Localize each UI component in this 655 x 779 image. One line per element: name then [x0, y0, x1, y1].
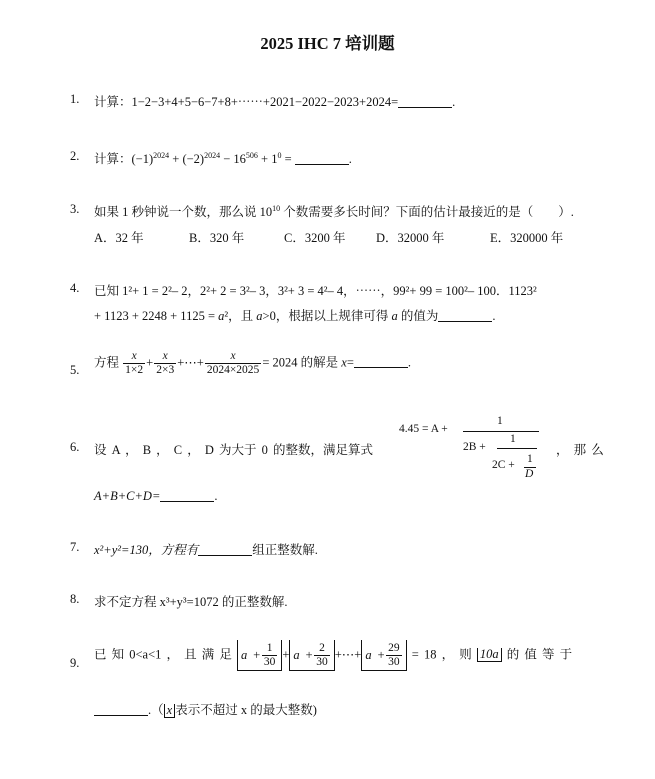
period: .	[452, 95, 456, 109]
question-text: + 1123 + 2248 + 1125 =	[94, 309, 219, 323]
operator: +⋯+	[177, 355, 204, 370]
term: − 16	[220, 152, 246, 166]
question-5	[94, 350, 411, 377]
floor-bracket: 10a	[477, 648, 502, 662]
fraction-bar	[463, 431, 539, 432]
option-e[interactable]: E．320000 年	[490, 231, 564, 245]
question-text: 已 知 0<a<1 ， 且 满 足	[94, 647, 232, 662]
period: .	[407, 355, 411, 370]
question-text: 如果 1 秒钟说一个数，那么说 10	[94, 205, 273, 219]
period: .	[214, 489, 218, 503]
question-text: 个数需要多长时间？下面的估计最接近的是（ ）.	[280, 205, 574, 219]
question-2	[94, 149, 352, 167]
question-text: 的值为	[397, 309, 439, 323]
page-title: 2025 IHC 7 培训题	[260, 34, 395, 53]
variable: a	[256, 309, 263, 323]
option-d[interactable]: D．32000 年	[376, 231, 445, 245]
question-number: 7.	[70, 540, 80, 554]
question-text: 计算：1−2−3+4+5−6−7+8+⋯⋯+2021−2022−2023+2024=	[94, 95, 399, 109]
question-text: = 18 ， 则	[411, 647, 472, 662]
question-9	[94, 640, 572, 671]
question-number: 5.	[70, 363, 80, 377]
answer-blank	[398, 95, 452, 108]
option-b[interactable]: B．320 年	[189, 231, 245, 245]
exponent: 2024	[153, 151, 170, 160]
option-c[interactable]: C．3200 年	[284, 231, 346, 245]
question-3	[94, 202, 574, 220]
question-text: 计算：	[94, 152, 132, 166]
question-8: 求不定方程 x³+y³=1072 的正整数解.	[94, 595, 288, 609]
variable: a	[391, 309, 398, 323]
question-number: 3.	[70, 202, 80, 216]
answer-blank	[198, 543, 252, 556]
exponent: 10	[272, 204, 281, 213]
answer-blank	[295, 152, 349, 165]
fraction-bar	[497, 448, 537, 449]
numerator: 1	[510, 433, 516, 445]
variable: D	[525, 468, 534, 480]
term: (−2)	[182, 152, 205, 166]
operator: +	[169, 152, 183, 166]
denominator-term: 2C +	[492, 459, 515, 471]
denominator-term: 2B +	[463, 441, 486, 453]
question-text: .（	[148, 703, 164, 717]
answer-blank	[94, 703, 148, 716]
fraction: $\frac{x}{2024\times 2025}$	[206, 350, 260, 376]
answer-blank	[160, 489, 214, 502]
floor-bracket: a + $\frac{1}{30}$	[237, 640, 282, 671]
fraction: $\frac{x}{1\times 2}$	[125, 350, 144, 376]
floor-bracket: a + $\frac{29}{30}$	[361, 640, 406, 671]
question-text: 表示不超过 x 的最大整数)	[175, 703, 317, 717]
exponent: 2024	[204, 151, 221, 160]
exponent: 506	[245, 151, 258, 160]
floor-bracket: a + $\frac{2}{30}$	[289, 640, 334, 671]
question-7	[94, 540, 318, 558]
operator: +	[146, 355, 154, 370]
exponent: 0	[277, 151, 282, 160]
question-text: = 2024 的解是	[262, 355, 342, 370]
question-text: >0，根据以上规律可得	[262, 309, 392, 323]
question-text: x²+y²=130，方程有	[94, 543, 199, 557]
question-9-line-2	[94, 700, 317, 718]
numerator: 1	[497, 415, 503, 427]
term: (−1)	[131, 152, 154, 166]
equation-left: 4.45 = A +	[399, 423, 448, 435]
question-number: 4.	[70, 281, 80, 295]
floor-bracket: x	[164, 704, 176, 718]
question-6-line-2	[94, 489, 218, 504]
question-number: 2.	[70, 149, 80, 163]
option-list	[94, 228, 563, 246]
answer-blank	[354, 355, 408, 368]
question-text: ²，且	[224, 309, 257, 323]
option-a[interactable]: A．32 年	[94, 231, 144, 245]
question-number: 9.	[70, 656, 80, 670]
question-6-tail: ， 那 么	[556, 443, 604, 457]
variable: x	[341, 355, 347, 370]
question-text: 方程	[94, 355, 120, 370]
question-6-text: 设 A ， B ， C ， D 为大于 0 的整数，满足算式	[94, 443, 374, 457]
question-text: 组正整数解.	[252, 543, 318, 557]
operator: +⋯+	[334, 647, 362, 662]
question-1	[94, 92, 455, 110]
question-text: 的 值 等 于	[506, 647, 573, 662]
operator: +	[282, 647, 290, 662]
question-4-line-1: 已知 1²+ 1 = 2²– 2，2²+ 2 = 3²– 3，3²+ 3 = 4²– 4，⋯⋯，99²+ 99 = 100²– 100．1123²	[94, 284, 537, 298]
question-number: 1.	[70, 92, 80, 106]
question-text: A+B+C+D=	[94, 489, 161, 503]
numerator: 1	[527, 453, 533, 465]
period: .	[348, 152, 352, 166]
question-number: 8.	[70, 592, 80, 606]
variable: a	[218, 309, 225, 323]
term: + 1	[257, 152, 278, 166]
answer-blank	[438, 309, 492, 322]
question-number: 6.	[70, 440, 80, 454]
fraction: $\frac{x}{2\times 3}$	[156, 350, 175, 376]
continued-fraction	[399, 413, 549, 483]
question-4-line-2	[94, 306, 495, 324]
period: .	[492, 309, 496, 323]
operator: =	[346, 355, 354, 370]
operator: =	[281, 152, 295, 166]
